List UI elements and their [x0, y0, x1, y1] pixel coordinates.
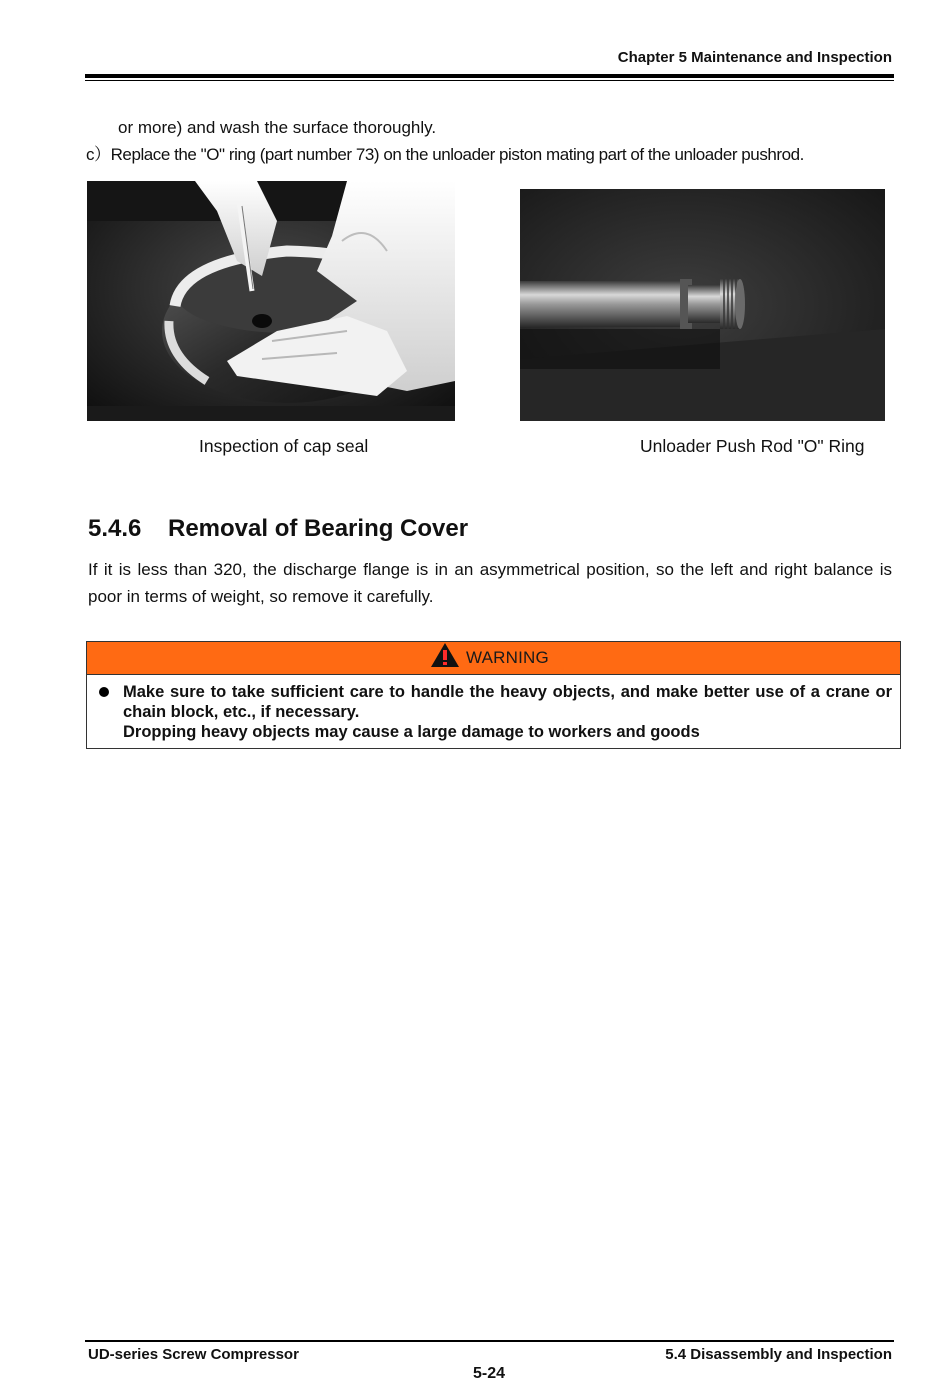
section-paragraph: If it is less than 320, the discharge flange is in an asymmetrical position, so the left and right balance is poor in terms of weight, so remove it carefully.	[88, 560, 892, 606]
page-number: 5-24	[472, 1365, 506, 1382]
section-title: Removal of Bearing Cover	[168, 515, 469, 542]
warning-header-bar	[87, 642, 900, 675]
warning-body	[97, 682, 892, 742]
section-number: 5.4.6	[88, 515, 142, 542]
section-heading	[88, 515, 468, 543]
bullet-icon	[99, 687, 109, 697]
list-item-c	[86, 144, 804, 166]
footer-rule	[85, 1340, 894, 1342]
warning-triangle-icon	[430, 642, 460, 673]
continuation-line: or more) and wash the surface thoroughly.	[118, 118, 437, 137]
header-rule	[85, 74, 894, 78]
footer-right: 5.4 Disassembly and Inspection	[665, 1346, 892, 1363]
warning-line-1: Make sure to take sufficient care to handle the heavy objects, and make better use of a crane or chain block, etc., if necessary.	[123, 683, 892, 721]
header-rule-thin	[85, 80, 894, 81]
figure-caption-cap-seal: Inspection of cap seal	[199, 436, 369, 456]
warning-line-2: Dropping heavy objects may cause a large damage to workers and goods	[123, 723, 700, 741]
list-marker: c）	[86, 145, 111, 164]
push-rod-photo	[520, 189, 885, 421]
cap-seal-photo	[87, 181, 455, 421]
list-item-text: Replace the "O" ring (part number 73) on the unloader piston mating part of the unloader pushrod.	[110, 145, 804, 164]
warning-label	[430, 644, 556, 671]
warning-label-text: WARNING	[466, 647, 549, 667]
footer-left: UD-series Screw Compressor	[88, 1346, 299, 1363]
warning-box	[86, 641, 901, 749]
running-header: Chapter 5 Maintenance and Inspection	[617, 49, 892, 66]
figure-caption-push-rod: Unloader Push Rod "O" Ring	[640, 436, 865, 456]
